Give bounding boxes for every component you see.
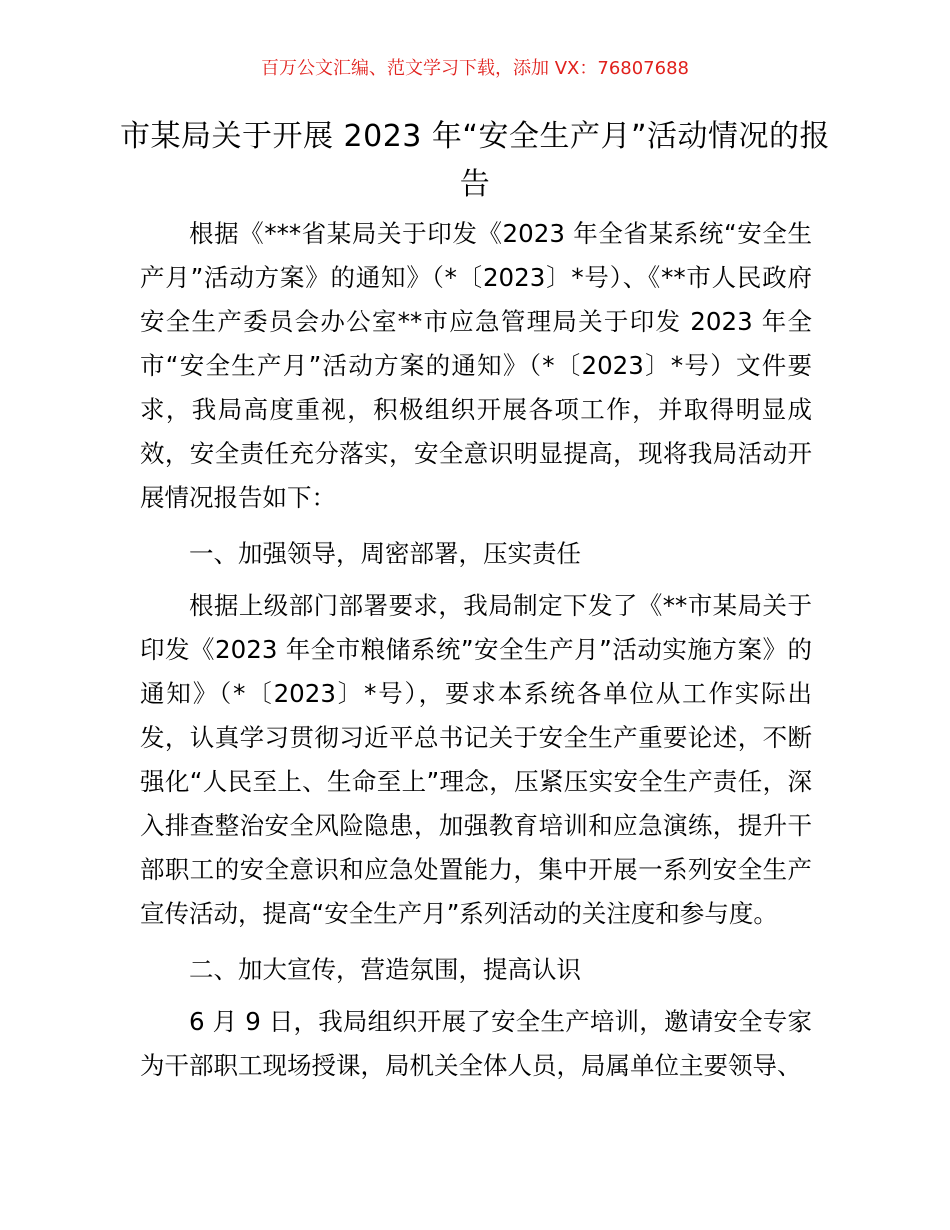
document-title: 市某局关于开展 2023 年“安全生产月”活动情况的报告 [120,119,831,202]
section-2-paragraph: 6 月 9 日，我局组织开展了安全生产培训，邀请安全专家为干部职工现场授课，局机关全体人员，局属单位主要领导、 [140,1007,812,1080]
section-heading-2: 二、加大宣传，营造氛围，提高认识 [189,955,581,984]
intro-paragraph: 根据《***省某局关于印发《2023 年全省某系统“安全生产月”活动方案》的通知》（*〔2023〕*号）、《**市人民政府安全生产委员会办公室**市应急管理局关于印发 2023 年全市“安全生产月”活动方案的通知》（*〔2023〕*号）文件要求，我局高度重视，积极组织开展各项工作，并取得明显成效，安全责任充分落实，安全意识明显提高，现将我局活动开展情况报告如下： [140,219,812,512]
section-1-paragraph: 根据上级部门部署要求，我局制定下发了《**市某局关于印发《2023 年全市粮储系统”安全生产月”活动实施方案》的通知》（*〔2023〕*号），要求本系统各单位从工作实际出发，认真学习贯彻习近平总书记关于安全生产重要论述，不断强化“人民至上、生命至上”理念，压紧压实安全生产责任，深入排查整治安全风险隐患，加强教育培训和应急演练，提升干部职工的安全意识和应急处置能力，集中开展一系列安全生产宣传活动，提高“安全生产月”系列活动的关注度和参与度。 [140,591,812,928]
section-heading-1: 一、加强领导，周密部署，压实责任 [189,539,581,568]
document-body [140,212,812,1100]
watermark-banner: 百万公文汇编、范文学习下载，添加 VX：76807688 [261,58,689,79]
